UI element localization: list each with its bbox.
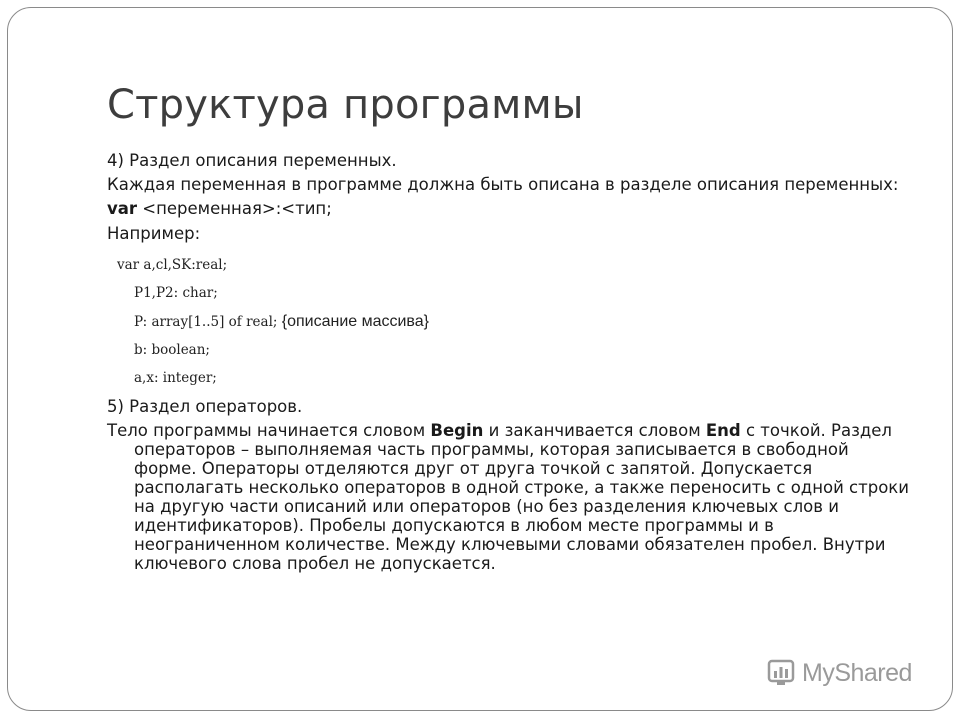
section5-body: [107, 421, 912, 573]
slide-content: [107, 150, 912, 573]
myshared-logo-icon: [766, 659, 796, 687]
section5-heading: 5) Раздел операторов.: [107, 397, 303, 416]
section5-text-2: и заканчивается словом: [483, 421, 706, 440]
watermark-text: MyShared: [802, 658, 912, 687]
watermark-logo: [766, 656, 912, 690]
section4-heading: 4) Раздел описания переменных.: [107, 151, 397, 170]
example-label: Например:: [107, 224, 201, 243]
begin-keyword: Begin: [430, 421, 484, 440]
code-block: [107, 251, 912, 392]
end-keyword: End: [705, 421, 741, 440]
var-syntax: [107, 198, 912, 220]
code-line-3: [107, 307, 912, 336]
code-line-5: a,x: integer;: [134, 370, 217, 386]
section4-description: Каждая переменная в программе должна быть описана в разделе описания переменных:: [107, 175, 899, 194]
var-syntax-rest: <переменная>:<тип;: [137, 199, 332, 218]
code-line-2: P1,P2: char;: [134, 285, 218, 301]
var-keyword: var: [107, 199, 138, 218]
slide-title: Структура программы: [107, 82, 584, 128]
section5-text-1: Тело программы начинается словом: [107, 421, 431, 440]
code-comment: {описание массива}: [281, 313, 429, 330]
section5-text-3: с точкой. Раздел операторов – выполняемая часть программы, которая записывается в свободной форме. Операторы отделяются друг от друга точкой с запятой. Допускается располагать несколько операторов в одной строке, а также переносить с одной строки на другую части описаний или операторов (но без разделения ключевых слов и идентификаторов). Пробелы допускаются в любом месте программы и в неограниченном количестве. Между ключевыми словами обязателен пробел. Внутри ключевого слова пробел не допускается.: [134, 421, 909, 573]
code-line-1: var a,cl,SK:real;: [117, 257, 228, 273]
code-line-3-text: P: array[1..5] of real;: [134, 314, 282, 330]
code-line-4: b: boolean;: [134, 342, 210, 358]
